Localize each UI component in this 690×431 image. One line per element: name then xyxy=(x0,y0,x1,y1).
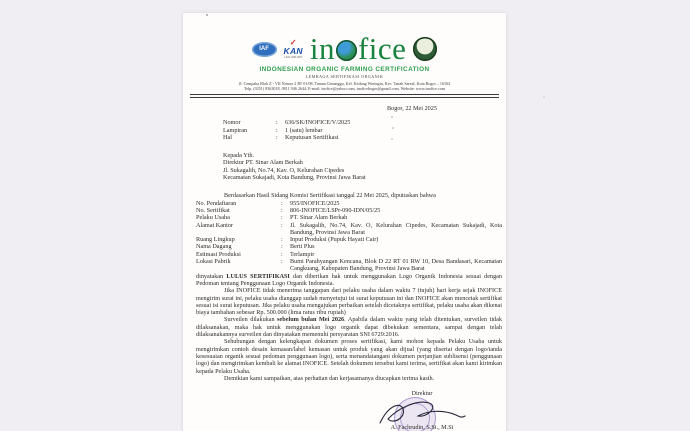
colon xyxy=(281,200,290,207)
address-line-2: Telp. (0251) 8363018, 0811 946 2644, E-mail: inofice@yahoo.com, inoficebogor@gmail.com, Website: www.inofice.com xyxy=(244,86,445,91)
letterhead-address xyxy=(183,81,506,91)
meta-label: Hal xyxy=(223,133,232,141)
letter-page xyxy=(183,13,506,431)
colon xyxy=(276,134,285,141)
letter-meta-block xyxy=(223,119,502,141)
letterhead-divider xyxy=(190,94,499,98)
signature-block xyxy=(364,390,480,431)
detail-value: PT. Sinar Alam Berkah xyxy=(290,214,348,222)
recipient-salutation: Kepada Yth. xyxy=(223,152,255,160)
iaf-logo-icon: IAF xyxy=(252,42,277,57)
logotype-text-right: fice xyxy=(357,31,407,66)
kan-check-icon: ✓ xyxy=(289,37,297,47)
surveilen-deadline: sebelum bulan Mei 2026 xyxy=(277,316,345,324)
detail-value: 806-INOFICE/LSPr-090-IDN/05/25 xyxy=(290,206,381,214)
meta-row-nomor xyxy=(223,119,502,126)
recipient-address-1: Jl. Sukagalih, No.74, Kav. O, Kelurahan Cipedes xyxy=(223,166,345,174)
meta-value: Keputusan Sertifikasi xyxy=(285,133,339,141)
certification-details-table xyxy=(196,200,502,273)
detail-label: Estimasi Produksi xyxy=(196,250,241,258)
meta-row-lampiran xyxy=(223,127,502,134)
scan-speck xyxy=(206,14,208,16)
kan-label: KAN xyxy=(283,45,303,56)
paragraph-response-terms: Jika INOFICE tidak menerima tanggapan dari pelaku usaha dalam waktu 7 (tujuh) hari kerja sejak INOFICE mengirim surat ini, pelaku usaha dianggap sudah menyetujui isi surat keputusan ini dan INOFICE akan mencetak sertifikat sesuai isi surat keputusan. Jika pelaku usaha mengajukan perbaikan setelah dicetaknya sertifikat, pelaku usaha akan dikenai biaya tambahan sebesar Rp. 500.000 (lima ratus ribu rupiah) xyxy=(196,287,503,317)
scan-speck xyxy=(391,138,393,140)
detail-value: Terlampir xyxy=(290,250,315,258)
colon xyxy=(281,207,290,214)
detail-label: Nama Dagang xyxy=(196,243,232,251)
detail-value: 955/INOFICE/2025 xyxy=(290,199,340,207)
detail-label: Lokasi Pabrik xyxy=(196,258,231,266)
detail-value: Bumi Parahyangan Kencana, Blok D 22 RT 01 RW 10, Desa Bandasari, Kecamatan Cangkuang, Kabupaten Bandung, Provinsi Jawa Barat xyxy=(290,258,502,273)
table-row xyxy=(196,200,502,207)
recipient-block xyxy=(223,152,502,181)
table-row xyxy=(196,258,502,273)
colon xyxy=(281,258,290,273)
signer-name: A. Fachrudin, S.Si., M.Si xyxy=(390,424,454,431)
kan-logo-icon xyxy=(284,39,303,60)
paragraph-surveillance xyxy=(196,316,502,338)
detail-value: Input Produksi (Pupuk Hayati Cair) xyxy=(290,236,379,244)
meta-label: Lampiran xyxy=(223,126,248,134)
scan-speck xyxy=(391,116,393,118)
colon xyxy=(276,119,285,126)
paragraph-closing: Demikian kami sampaikan, atas perhatian dan kerjasamanya diucapkan terima kasih. xyxy=(224,374,435,382)
scan-speck xyxy=(543,96,545,98)
letterhead xyxy=(183,31,506,66)
table-row xyxy=(196,243,502,250)
decision-suffix: dan diberikan hak untuk menggunakan Logo Organik Indonesia sesuai dengan Pedoman tentang Penggunaan Logo Organik Indonesia. xyxy=(196,272,502,287)
organization-name: INDONESIAN ORGANIC FARMING CERTIFICATION xyxy=(259,66,430,73)
table-row xyxy=(196,251,502,258)
letter-body xyxy=(196,105,502,431)
table-row xyxy=(196,236,502,243)
surveilen-suffix: . Apabila dalam waktu yang telah ditentukan, surveilen tidak dilaksanakan, maka hak untuk menggunakan logo organik dapat dibekukan sementara, sampai dengan telah dilaksanakannya surveilen dan dinyatakan memenuhi persyaratan SNI 6729:2016. xyxy=(196,316,502,339)
detail-value: Jl. Sukagalih, No.74, Kav. O, Kelurahan Cipedes, Kecamatan Sukajadi, Kota Bandung, Provinsi Jawa Barat xyxy=(290,221,502,236)
paragraph-document-requirements: Sehubungan dengan kelengkapan dokumen proses sertifikasi, kami mohon kepada Pelaku Usaha untuk mengirimkan contoh desain kemasan/label kemasan untuk produk yang akan dijual (yang disertai dengan logo/tanda kesesuaian organik sesuai pedoman penggunaan logo), serta menandatangani dokumen perjanjian sublisensi (penggunaan logo) dan mengirimkan kembali ke alamat INOFICE. Setelah dokumen tersebut kami terima, sertifikat akan kami kirimkan kepada Pelaku Usaha. xyxy=(196,338,502,375)
detail-label: Pelaku Usaha xyxy=(196,214,230,222)
detail-label: Ruang Lingkup xyxy=(196,236,235,244)
table-row xyxy=(196,214,502,221)
city-date: Bogor, 22 Mei 2025 xyxy=(387,105,437,112)
colon xyxy=(281,214,290,221)
organik-indonesia-badge-icon xyxy=(413,37,437,61)
recipient-address-2: Kecamatan Sukajadi, Kota Bandung, Provinsi Jawa Barat xyxy=(223,174,366,182)
colon xyxy=(276,127,285,134)
logotype-text-left: in xyxy=(309,31,335,66)
table-row xyxy=(196,222,502,237)
meta-label: Nomor xyxy=(223,119,241,127)
detail-label: No. Sertifikat xyxy=(196,206,230,214)
intro-paragraph: Berdasarkan Hasil Sidang Komisi Sertifikasi tanggal 22 Mei 2025, diputuskan bahwa xyxy=(224,192,436,200)
globe-icon xyxy=(336,40,357,61)
table-row xyxy=(196,207,502,214)
recipient-name: Direktur PT. Sinar Alam Berkah xyxy=(223,159,303,167)
colon xyxy=(281,222,290,237)
organization-subname: LEMBAGA SERTIFIKASI ORGANIK xyxy=(305,74,384,79)
address-line-1: Jl. Cempaka Blok Z - VII Nomor 2 RT 01/08, Taman Cimanggu, Kel. Kedung Waringin, Kec. Tanah Sareal, Kota Bogor – 16164 xyxy=(238,81,451,86)
decision-prefix: dinyatakan xyxy=(196,272,227,280)
colon xyxy=(281,251,290,258)
surveilen-prefix: Surveilen dilakukan xyxy=(224,316,278,324)
colon xyxy=(281,236,290,243)
meta-value: 636/SK/INOFICE/V/2025 xyxy=(285,119,351,127)
kan-accreditation-number: LSO-006-IDN xyxy=(284,55,303,60)
detail-label: No. Pendaftaran xyxy=(196,199,237,207)
scan-speck xyxy=(392,127,394,129)
detail-value: Berti Plus xyxy=(290,243,315,251)
meta-row-hal xyxy=(223,134,502,141)
inofice-logotype xyxy=(309,31,407,66)
detail-label: Alamat Kantor xyxy=(196,221,233,229)
colon xyxy=(281,243,290,250)
decision-paragraph xyxy=(196,273,502,288)
decision-result: LULUS SERTIFIKASI xyxy=(226,272,290,280)
signer-title: Direktur xyxy=(411,390,433,398)
meta-value: 1 (satu) lembar xyxy=(285,126,323,134)
